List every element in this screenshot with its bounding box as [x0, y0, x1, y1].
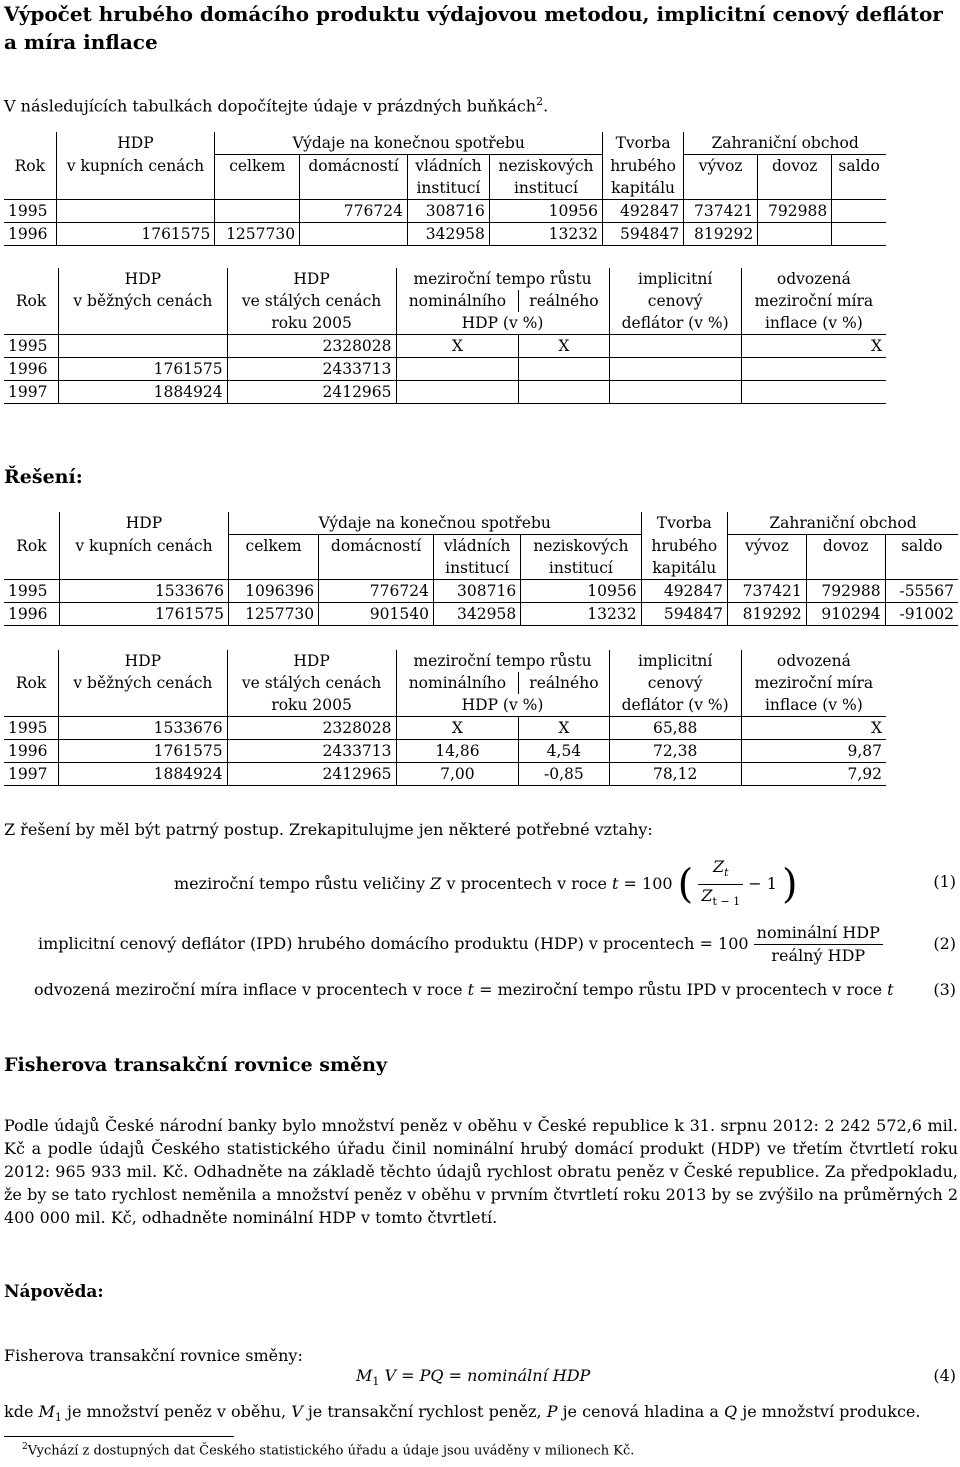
empty-cell — [59, 312, 228, 335]
header-hdp-stale-sub: ve stálých cenách — [227, 672, 396, 694]
cell-bezne: 1533676 — [59, 717, 228, 740]
cell-nom: X — [396, 335, 519, 358]
where-c: je transakční rychlost peněz, — [307, 1402, 542, 1421]
cell-rok: 1995 — [4, 717, 59, 740]
header-hdp: HDP — [56, 132, 215, 155]
intro-paragraph — [4, 90, 548, 117]
empty-cell — [319, 557, 434, 580]
cell-stale: 2412965 — [227, 763, 396, 786]
recap-text: Z řešení by měl být patrný postup. Zrekapitulujme jen některé potřebné vztahy: — [4, 820, 653, 839]
where-d: je cenová hladina a — [562, 1402, 719, 1421]
cell-hdp: 1761575 — [59, 603, 228, 626]
cell-nez: 10956 — [521, 580, 641, 603]
header-neziskovych: neziskových — [489, 155, 602, 178]
where-e: je množství produkce. — [742, 1402, 921, 1421]
eq3-label: (3) — [933, 980, 956, 999]
header-vladnich: vládních — [433, 535, 520, 558]
cell-inf — [741, 358, 886, 381]
cell-rok: 1995 — [4, 335, 59, 358]
header-ipd: implicitní — [609, 268, 741, 290]
header-domacnosti: domácností — [300, 155, 408, 178]
eq1-eq: = 100 — [623, 874, 673, 894]
cell-celkem: 1257730 — [215, 223, 300, 246]
header-celkem: celkem — [215, 155, 300, 178]
cell-dom: 776724 — [300, 200, 408, 223]
cell-hdp — [56, 200, 215, 223]
cell-rok: 1996 — [4, 603, 59, 626]
equation-2 — [38, 922, 883, 967]
empty-cell — [300, 177, 408, 200]
cell-hdp: 1533676 — [59, 580, 228, 603]
cell-vlad: 308716 — [407, 200, 489, 223]
cell-inf: 7,92 — [741, 763, 886, 786]
cell-dovoz — [758, 223, 832, 246]
header-hdp-sub: v kupních cenách — [59, 535, 228, 558]
where-b: je množství peněz v oběhu, — [66, 1402, 287, 1421]
cell-vlad: 342958 — [407, 223, 489, 246]
cell-dovoz: 792988 — [758, 200, 832, 223]
header-celkem: celkem — [228, 535, 318, 558]
eq2-fraction — [754, 922, 883, 967]
cell-real: 4,54 — [519, 740, 609, 763]
header-hdpv: HDP (v %) — [396, 312, 609, 335]
eq2-lhs: implicitní cenový deflátor (IPD) hrubého domácího produktu (HDP) v procentech = 100 — [38, 934, 749, 953]
cell-vyvoz: 819292 — [684, 223, 758, 246]
cell-celkem: 1257730 — [228, 603, 318, 626]
header-neziskovych: neziskových — [521, 535, 641, 558]
header-inflace-sub: meziroční míra — [754, 674, 874, 692]
empty-cell — [215, 177, 300, 200]
cell-vlad: 342958 — [433, 603, 520, 626]
eq1-num-sub: t — [724, 866, 729, 880]
empty-cell — [684, 177, 758, 200]
header-hdp-bezne: HDP — [59, 268, 228, 290]
header-inflace-sub2: inflace (v %) — [764, 314, 863, 332]
header-hdp-bezne-sub: v běžných cenách — [59, 290, 228, 312]
header-ipd-sub: cenový — [609, 672, 741, 694]
cell-ipd: 72,38 — [609, 740, 741, 763]
solution-rows-2 — [4, 717, 886, 786]
equation-1 — [174, 856, 798, 913]
cell-vyvoz: 819292 — [728, 603, 807, 626]
deflator-table-solution — [4, 650, 886, 786]
header-vyvoz: vývoz — [728, 535, 807, 558]
header-rok: Rok — [4, 650, 59, 717]
cell-vyvoz: 737421 — [728, 580, 807, 603]
footnote-number: 2 — [22, 1442, 28, 1452]
expenditure-table-solution — [4, 512, 958, 626]
hint-label: Fisherova transakční rovnice směny: — [4, 1346, 303, 1365]
cell-stale: 2328028 — [227, 335, 396, 358]
eq1-lhs: meziroční tempo růstu veličiny — [174, 874, 426, 894]
cell-hdp: 1761575 — [56, 223, 215, 246]
empty-cell — [59, 694, 228, 717]
footnote-ref: 2 — [536, 95, 544, 108]
table-row — [4, 717, 886, 740]
eq1-den — [698, 885, 743, 913]
where-sub: 1 — [54, 1411, 62, 1425]
header-tempo: meziroční tempo růstu — [396, 650, 609, 672]
cell-tvorba: 594847 — [602, 223, 683, 246]
cell-nom: X — [396, 717, 519, 740]
equation-4 — [356, 1366, 590, 1388]
cell-nom: 14,86 — [396, 740, 519, 763]
header-tvorba-sub2: kapitálu — [641, 557, 727, 580]
header-dovoz: dovoz — [758, 155, 832, 178]
table-row — [4, 603, 958, 626]
cell-dovoz: 910294 — [806, 603, 885, 626]
deflator-table-task — [4, 268, 886, 404]
header-real: reálného — [519, 672, 609, 694]
cell-inf: 9,87 — [741, 740, 886, 763]
header-vyvoz: vývoz — [684, 155, 758, 178]
cell-rok: 1996 — [4, 740, 59, 763]
cell-stale: 2412965 — [227, 381, 396, 404]
right-paren: ) — [781, 861, 798, 908]
cell-inf — [741, 381, 886, 404]
eq3-t1: t — [467, 980, 475, 999]
cell-inf: X — [741, 335, 886, 358]
header-vladnich-sub: institucí — [433, 557, 520, 580]
where-v: V — [291, 1402, 303, 1421]
header-hdp-bezne-sub: v běžných cenách — [59, 672, 228, 694]
eq1-var: Z — [430, 874, 442, 894]
cell-rok: 1996 — [4, 358, 59, 381]
header-saldo: saldo — [901, 537, 943, 555]
solution-rows-1 — [4, 580, 958, 626]
cell-rok: 1996 — [4, 223, 56, 246]
cell-stale: 2328028 — [227, 717, 396, 740]
eq3-a: odvozená meziroční míra inflace v procentech v roce — [34, 980, 463, 999]
header-nominal: nominálního — [396, 672, 519, 694]
where-text — [4, 1400, 920, 1429]
cell-rok: 1995 — [4, 580, 59, 603]
cell-rok: 1997 — [4, 763, 59, 786]
cell-bezne: 1884924 — [59, 763, 228, 786]
header-hdp-bezne: HDP — [59, 650, 228, 672]
empty-cell — [806, 557, 885, 580]
cell-bezne: 1761575 — [59, 358, 228, 381]
cell-real — [519, 381, 609, 404]
eq2-den: reálný HDP — [771, 946, 866, 965]
eq1-label: (1) — [933, 872, 956, 891]
table-row — [4, 223, 886, 246]
cell-stale: 2433713 — [227, 358, 396, 381]
cell-nez: 13232 — [489, 223, 602, 246]
header-hdp-stale: HDP — [227, 650, 396, 672]
fisher-heading: Fisherova transakční rovnice směny — [4, 1054, 388, 1076]
empty-cell — [56, 177, 215, 200]
cell-tvorba: 492847 — [602, 200, 683, 223]
task-rows-1 — [4, 200, 886, 246]
page-title: Výpočet hrubého domácího produktu výdajovou metodou, implicitní cenový deflátor a míra inflace — [4, 2, 943, 54]
eq4-rest: V = PQ = nominální HDP — [384, 1366, 591, 1385]
header-tempo: meziroční tempo růstu — [396, 268, 609, 290]
header-ipd-sub2: deflátor (v %) — [609, 694, 741, 717]
header-tvorba: Tvorba — [602, 132, 683, 155]
cell-real: -0,85 — [519, 763, 609, 786]
cell-tvorba: 594847 — [641, 603, 727, 626]
footnote — [22, 1442, 634, 1458]
header-ipd: implicitní — [609, 650, 741, 672]
cell-dovoz: 792988 — [806, 580, 885, 603]
cell-real: X — [519, 335, 609, 358]
cell-saldo: -55567 — [885, 580, 958, 603]
header-neziskovych-sub: institucí — [521, 557, 641, 580]
eq1-den-sub: t − 1 — [712, 895, 741, 909]
header-zahranicni: Zahraniční obchod — [728, 512, 959, 535]
table-row — [4, 358, 886, 381]
intro-end: . — [543, 96, 549, 116]
header-inflace-sub2: inflace (v %) — [764, 696, 863, 714]
cell-vlad: 308716 — [433, 580, 520, 603]
header-domacnosti: domácností — [319, 535, 434, 558]
header-vydaje: Výdaje na konečnou spotřebu — [228, 512, 641, 535]
where-m: M — [38, 1402, 55, 1421]
header-rok: Rok — [4, 512, 59, 580]
cell-rok: 1997 — [4, 381, 59, 404]
table-row — [4, 740, 886, 763]
cell-celkem: 1096396 — [228, 580, 318, 603]
table-row — [4, 381, 886, 404]
where-a: kde — [4, 1402, 34, 1421]
header-tvorba: Tvorba — [641, 512, 727, 535]
cell-real — [519, 358, 609, 381]
eq1-num — [698, 856, 743, 885]
cell-dom — [300, 223, 408, 246]
empty-cell — [758, 177, 832, 200]
header-hdp-sub: v kupních cenách — [56, 155, 215, 178]
eq4-sub: 1 — [372, 1375, 380, 1389]
footnote-text: Vychází z dostupných dat Českého statistického úřadu a údaje jsou uváděny v milionech Kč. — [27, 1443, 635, 1459]
header-rok: Rok — [4, 132, 56, 200]
header-vydaje: Výdaje na konečnou spotřebu — [215, 132, 603, 155]
cell-vyvoz: 737421 — [684, 200, 758, 223]
header-vladnich: vládních — [407, 155, 489, 178]
eq1-den-z: Z — [701, 886, 713, 906]
cell-dom: 776724 — [319, 580, 434, 603]
header-real: reálného — [519, 290, 609, 312]
header-hdp-stale-sub: ve stálých cenách — [227, 290, 396, 312]
header-hdp-stale: HDP — [227, 268, 396, 290]
cell-real: X — [519, 717, 609, 740]
header-dovoz: dovoz — [806, 535, 885, 558]
table-row — [4, 335, 886, 358]
eq1-minus: − 1 — [748, 874, 777, 894]
cell-nom — [396, 381, 519, 404]
cell-nom: 7,00 — [396, 763, 519, 786]
cell-nez: 10956 — [489, 200, 602, 223]
left-paren: ( — [677, 861, 694, 908]
cell-tvorba: 492847 — [641, 580, 727, 603]
cell-ipd: 78,12 — [609, 763, 741, 786]
header-hdp: HDP — [59, 512, 228, 535]
table-row — [4, 580, 958, 603]
cell-stale: 2433713 — [227, 740, 396, 763]
empty-cell — [832, 177, 886, 200]
cell-ipd — [609, 358, 741, 381]
cell-saldo — [832, 223, 886, 246]
header-neziskovych-sub: institucí — [489, 177, 602, 200]
cell-nom — [396, 358, 519, 381]
cell-ipd — [609, 335, 741, 358]
empty-cell — [59, 557, 228, 580]
empty-cell — [728, 557, 807, 580]
eq4-m: M — [356, 1366, 373, 1385]
header-ipd-sub: cenový — [609, 290, 741, 312]
table-row — [4, 200, 886, 223]
header-tvorba-sub: hrubého — [641, 535, 727, 558]
task-rows-2 — [4, 335, 886, 404]
header-hdpv: HDP (v %) — [396, 694, 609, 717]
fisher-task-text: Podle údajů České národní banky bylo množství peněz v oběhu v České republice k 31. srpnu 2012: 2 242 572,6 mil. Kč a podle údajů Českého statistického úřadu činil nominální hrubý domácí produkt (HDP) ve třetím čtvrtletí roku 2012: 965 933 mil. Kč. Odhadněte na základě těchto údajů rychlost obratu peněz v České republice. Za předpokladu, že by se tato rychlost neměnila a množství peněz v oběhu v prvním čtvrtletí roku 2013 by se zvýšilo na průměrných 2 400 000 mil. Kč, odhadněte nominální HDP v tomto čtvrtletí. — [4, 1116, 958, 1227]
hint-heading: Nápověda: — [4, 1282, 104, 1302]
cell-ipd: 65,88 — [609, 717, 741, 740]
table-row — [4, 763, 886, 786]
header-inflace: odvozená — [776, 652, 851, 670]
header-hdp-stale-sub2: roku 2005 — [227, 312, 396, 335]
cell-saldo: -91002 — [885, 603, 958, 626]
eq1-fraction — [698, 856, 743, 913]
where-p: P — [546, 1402, 558, 1421]
footnote-rule — [4, 1436, 234, 1437]
header-tvorba-sub: hrubého — [602, 155, 683, 178]
header-nominal: nominálního — [396, 290, 519, 312]
eq4-label: (4) — [933, 1366, 956, 1385]
header-hdp-stale-sub2: roku 2005 — [227, 694, 396, 717]
cell-bezne — [59, 335, 228, 358]
eq3-t2: t — [887, 980, 894, 999]
header-tvorba-sub2: kapitálu — [602, 177, 683, 200]
cell-saldo — [832, 200, 886, 223]
cell-ipd — [609, 381, 741, 404]
empty-cell — [885, 557, 958, 580]
header-saldo: saldo — [838, 157, 880, 175]
cell-dom: 901540 — [319, 603, 434, 626]
eq2-label: (2) — [933, 934, 956, 953]
cell-celkem — [215, 200, 300, 223]
intro-text: V následujících tabulkách dopočítejte údaje v prázdných buňkách — [4, 96, 537, 116]
header-ipd-sub2: deflátor (v %) — [609, 312, 741, 335]
header-zahranicni: Zahraniční obchod — [684, 132, 886, 155]
eq1-t: t — [612, 874, 619, 894]
equation-3 — [34, 980, 894, 999]
header-inflace-sub: meziroční míra — [754, 292, 874, 310]
header-inflace: odvozená — [776, 270, 851, 288]
header-vladnich-sub: institucí — [407, 177, 489, 200]
cell-bezne: 1761575 — [59, 740, 228, 763]
where-q: Q — [724, 1402, 738, 1421]
solution-heading: Řešení: — [4, 466, 83, 488]
cell-rok: 1995 — [4, 200, 56, 223]
header-rok: Rok — [4, 268, 59, 335]
eq3-b: = meziroční tempo růstu IPD v procentech v roce — [479, 980, 883, 999]
cell-inf: X — [741, 717, 886, 740]
cell-nez: 13232 — [521, 603, 641, 626]
cell-bezne: 1884924 — [59, 381, 228, 404]
eq1-num-z: Z — [712, 857, 725, 876]
empty-cell — [228, 557, 318, 580]
eq2-num: nominální HDP — [754, 922, 883, 945]
expenditure-table-task — [4, 132, 886, 246]
eq1-mid: v procentech v roce — [446, 874, 607, 894]
